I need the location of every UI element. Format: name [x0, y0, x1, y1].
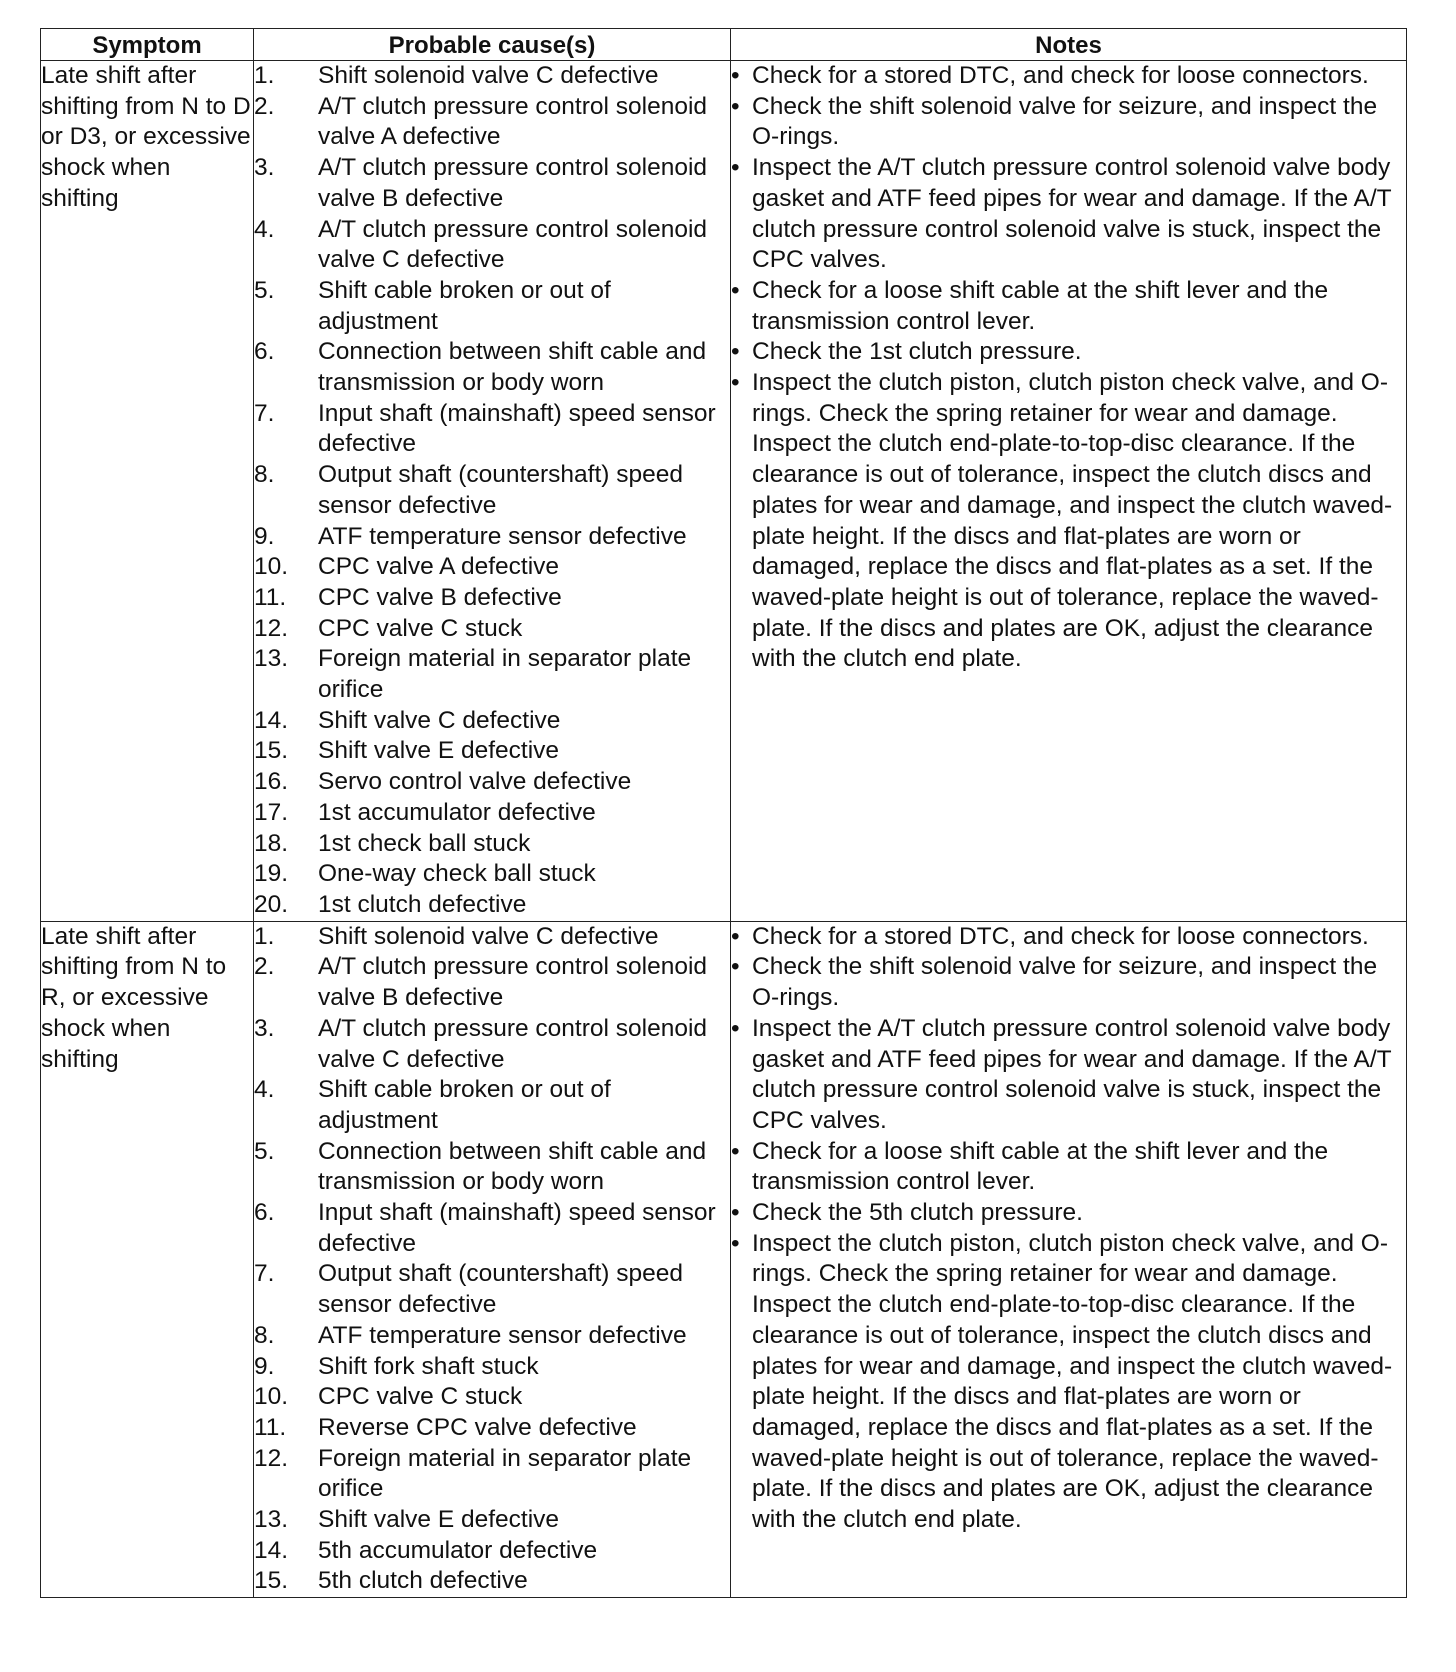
- bullet-icon: •: [731, 1199, 740, 1227]
- list-item: 12. Foreign material in separator plate orifice: [254, 1444, 692, 1503]
- bullet-icon: •: [731, 922, 740, 950]
- bullet-icon: •: [731, 338, 740, 366]
- bullet-icon: •: [731, 154, 740, 182]
- header-probable-causes: Probable cause(s): [254, 29, 731, 61]
- list-item: 14. Shift valve C defective: [254, 706, 561, 734]
- list-item: 6. Input shaft (mainshaft) speed sensor defective: [254, 1199, 716, 1257]
- list-item: 7. Input shaft (mainshaft) speed sensor defective: [254, 399, 716, 458]
- table-row: [41, 61, 1407, 922]
- list-item: 11. Reverse CPC valve defective: [254, 1413, 637, 1441]
- list-item: 5. Shift cable broken or out of adjustment: [254, 276, 611, 335]
- table-row: [41, 921, 1407, 1597]
- bullet-icon: •: [731, 369, 740, 397]
- list-item: 16. Servo control valve defective: [254, 768, 632, 796]
- header-symptom: Symptom: [41, 29, 254, 61]
- symptom-cell: Late shift after shifting from N to D or D3, or excessive shock when shifting: [41, 61, 254, 922]
- list-item: 15. 5th clutch defective: [254, 1567, 528, 1595]
- list-item: • Check for a loose shift cable at the shift lever and the transmission control lever.: [731, 1137, 1406, 1198]
- list-item: 13. Shift valve E defective: [254, 1506, 560, 1534]
- list-item: 10. CPC valve C stuck: [254, 1383, 523, 1411]
- list-item: 15. Shift valve E defective: [254, 737, 560, 765]
- list-item: • Check for a stored DTC, and check for loose connectors.: [731, 922, 1406, 953]
- note-list: [731, 922, 1406, 1536]
- header-row: [41, 29, 1407, 61]
- list-item: 9. Shift fork shaft stuck: [254, 1352, 539, 1380]
- list-item: 3. A/T clutch pressure control solenoid valve C defective: [254, 1014, 708, 1073]
- bullet-icon: •: [731, 953, 740, 981]
- list-item: 18. 1st check ball stuck: [254, 829, 531, 857]
- list-item: 2. A/T clutch pressure control solenoid valve A defective: [254, 92, 708, 151]
- bullet-icon: •: [731, 92, 740, 120]
- notes-cell: [731, 921, 1407, 1597]
- cause-list: [254, 922, 730, 1597]
- list-item: • Check the shift solenoid valve for seizure, and inspect the O-rings.: [731, 92, 1406, 153]
- note-list: [731, 61, 1406, 675]
- list-item: • Inspect the clutch piston, clutch piston check valve, and O-rings. Check the spring retainer for wear and damage. Inspect the clutch end-plate-to-top-disc clearance. If the clearance is out of tolerance, inspect the clutch discs and plates for wear and damage, and inspect the clutch waved-plate height. If the discs and flat-plates are worn or damaged, replace the discs and flat-plates as a set. If the waved-plate height is out of tolerance, replace the waved-plate. If the discs and plates are OK, adjust the clearance with the clutch end plate.: [731, 1229, 1406, 1536]
- list-item: 8. ATF temperature sensor defective: [254, 1321, 687, 1349]
- causes-cell: [254, 61, 731, 922]
- list-item: • Check the shift solenoid valve for seizure, and inspect the O-rings.: [731, 952, 1406, 1013]
- symptom-cell: Late shift after shifting from N to R, or excessive shock when shifting: [41, 921, 254, 1597]
- list-item: • Check for a stored DTC, and check for loose connectors.: [731, 61, 1406, 92]
- list-item: 4. Shift cable broken or out of adjustment: [254, 1076, 611, 1134]
- list-item: 20. 1st clutch defective: [254, 890, 527, 918]
- list-item: • Inspect the clutch piston, clutch piston check valve, and O-rings. Check the spring retainer for wear and damage. Inspect the clutch end-plate-to-top-disc clearance. If the clearance is out of tolerance, inspect the clutch discs and plates for wear and damage, and inspect the clutch waved-plate height. If the discs and flat-plates are worn or damaged, replace the discs and flat-plates as a set. If the waved-plate height is out of tolerance, replace the waved-plate. If the discs and plates are OK, adjust the clearance with the clutch end plate.: [731, 368, 1406, 675]
- list-item: 9. ATF temperature sensor defective: [254, 522, 687, 550]
- list-item: 5. Connection between shift cable and transmission or body worn: [254, 1137, 707, 1196]
- list-item: 10. CPC valve A defective: [254, 553, 560, 581]
- bullet-icon: •: [731, 276, 740, 304]
- notes-cell: [731, 61, 1407, 922]
- bullet-icon: •: [731, 1229, 740, 1257]
- causes-cell: [254, 921, 731, 1597]
- list-item: • Check the 5th clutch pressure.: [731, 1198, 1406, 1229]
- list-item: 1. Shift solenoid valve C defective: [254, 62, 659, 89]
- list-item: 12. CPC valve C stuck: [254, 614, 523, 642]
- list-item: 2. A/T clutch pressure control solenoid valve B defective: [254, 953, 708, 1012]
- list-item: 6. Connection between shift cable and transmission or body worn: [254, 338, 707, 397]
- list-item: • Inspect the A/T clutch pressure control solenoid valve body gasket and ATF feed pipes for wear and damage. If the A/T clutch pressure control solenoid valve is stuck, inspect the CPC valves.: [731, 1014, 1406, 1137]
- bullet-icon: •: [731, 62, 740, 89]
- list-item: 3. A/T clutch pressure control solenoid valve B defective: [254, 154, 708, 212]
- list-item: 17. 1st accumulator defective: [254, 798, 596, 826]
- header-notes: Notes: [731, 29, 1407, 61]
- list-item: • Inspect the A/T clutch pressure control solenoid valve body gasket and ATF feed pipes for wear and damage. If the A/T clutch pressure control solenoid valve is stuck, inspect the CPC valves.: [731, 153, 1406, 276]
- list-item: 13. Foreign material in separator plate orifice: [254, 645, 692, 704]
- bullet-icon: •: [731, 1137, 740, 1165]
- troubleshooting-table: [40, 28, 1407, 1598]
- list-item: 11. CPC valve B defective: [254, 583, 562, 611]
- list-item: 7. Output shaft (countershaft) speed sensor defective: [254, 1260, 683, 1319]
- list-item: 8. Output shaft (countershaft) speed sensor defective: [254, 461, 683, 519]
- cause-list: [254, 61, 730, 921]
- list-item: 19. One-way check ball stuck: [254, 860, 596, 888]
- list-item: • Check the 1st clutch pressure.: [731, 337, 1406, 368]
- list-item: 4. A/T clutch pressure control solenoid valve C defective: [254, 215, 708, 274]
- bullet-icon: •: [731, 1014, 740, 1042]
- list-item: 14. 5th accumulator defective: [254, 1536, 598, 1564]
- list-item: • Check for a loose shift cable at the shift lever and the transmission control lever.: [731, 276, 1406, 337]
- list-item: 1. Shift solenoid valve C defective: [254, 922, 659, 950]
